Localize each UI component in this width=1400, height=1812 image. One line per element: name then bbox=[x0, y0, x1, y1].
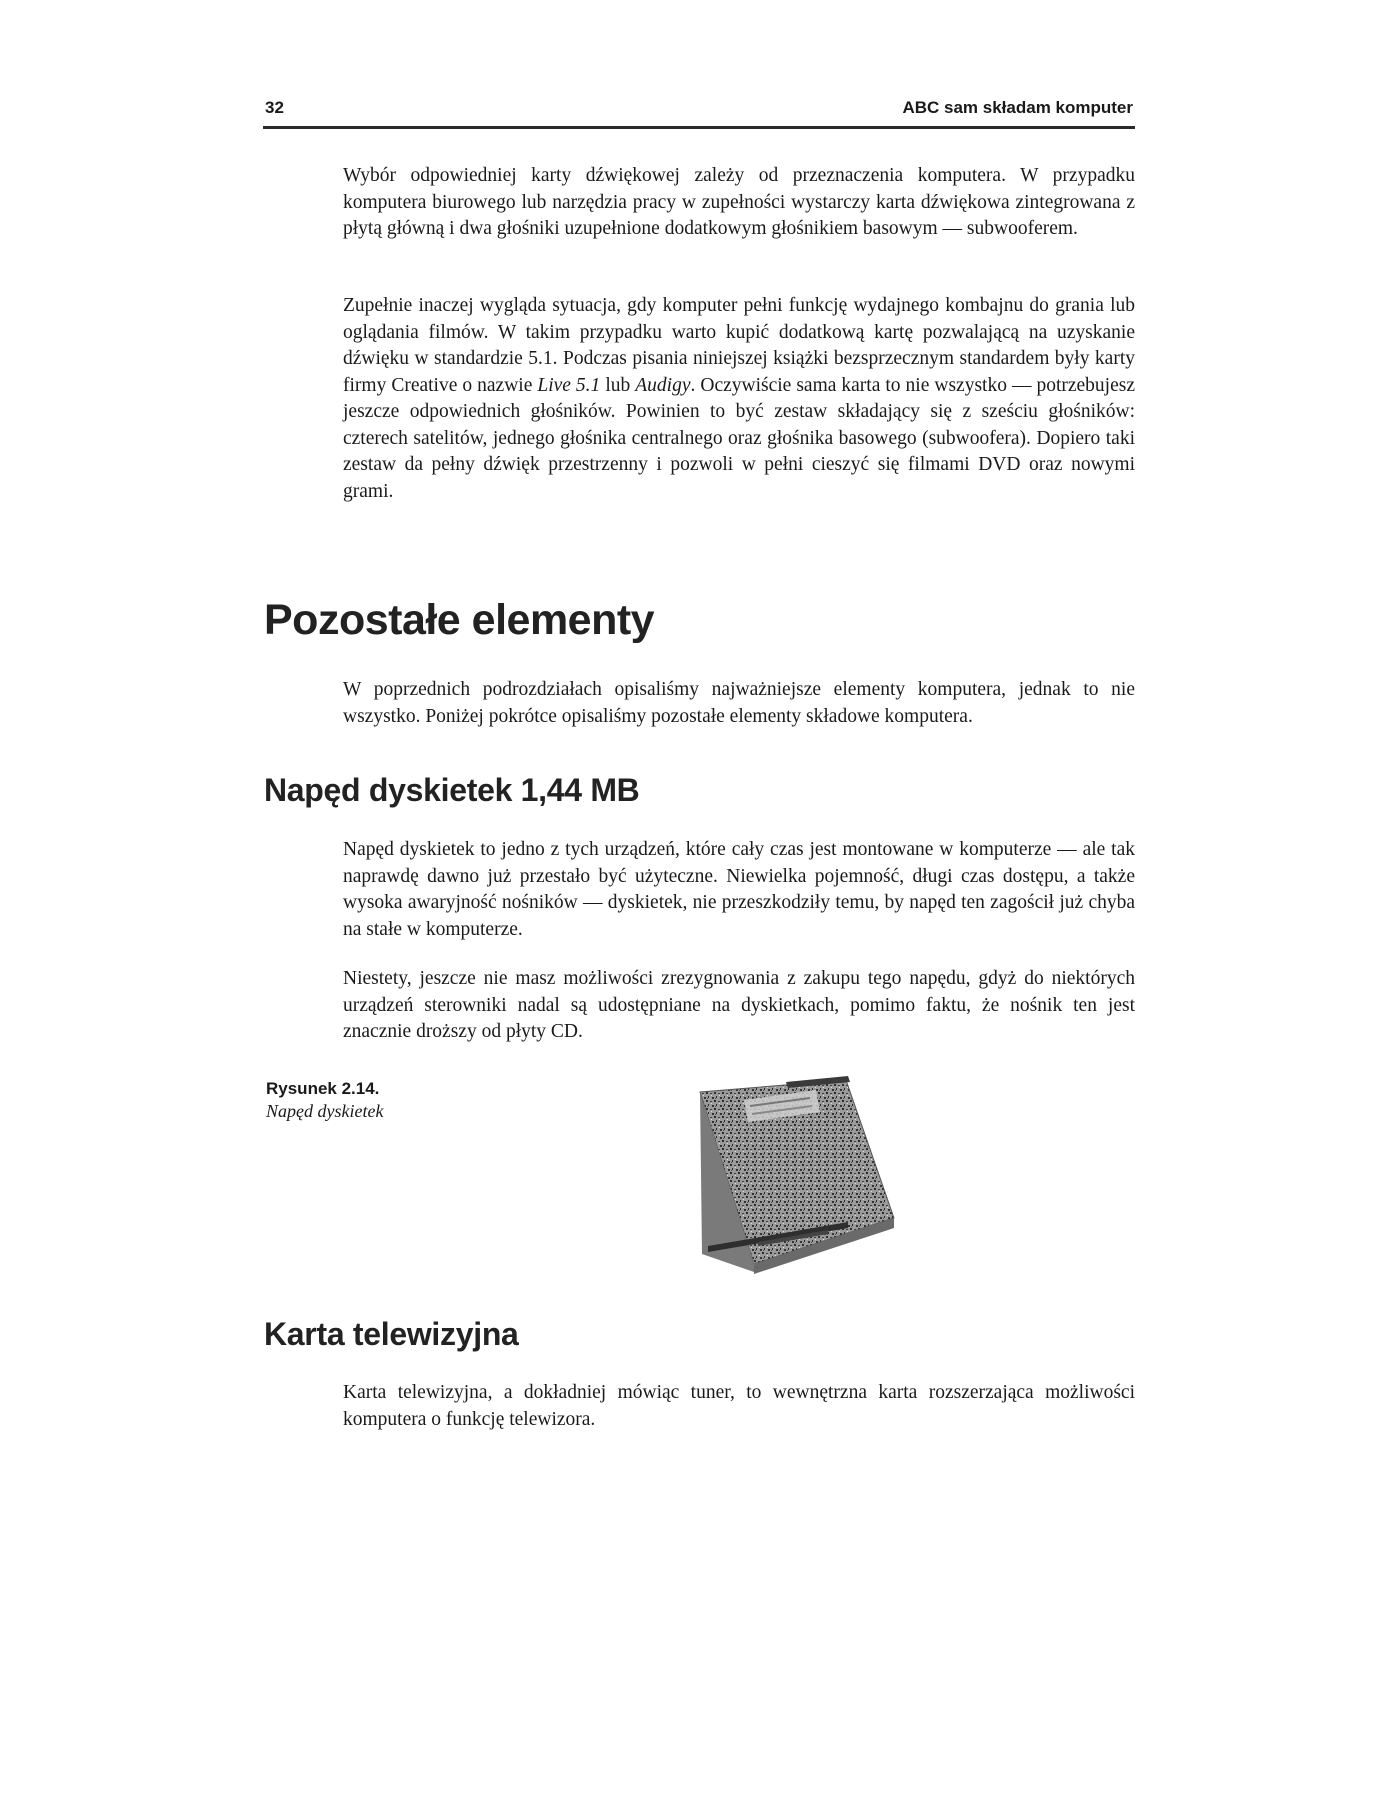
other-elements-intro: W poprzednich podrozdziałach opisaliśmy najważniejsze elementy komputera, jednak to nie wszystko. Poniżej pokrótce opisaliśmy pozostałe elementy składowe komputera. bbox=[343, 679, 1135, 727]
audigy-term: Audigy bbox=[635, 374, 691, 396]
floppy-paragraph-1: Napęd dyskietek to jedno z tych urządzeń, które cały czas jest montowane w komputerze — ale tak naprawdę dawno już przestało być użyteczne. Niewielka pojemność, długi czas dostępu, a także wysoka awaryjność nośników — dyskietek, nie przeszkodziły temu, by napęd ten zagościł już chyba na stałe w komputerze. bbox=[343, 839, 1135, 940]
subsection-heading-floppy: Napęd dyskietek 1,44 MB bbox=[264, 772, 640, 808]
figure-title: Napęd dyskietek bbox=[266, 1101, 384, 1121]
running-title: ABC sam składam komputer bbox=[902, 98, 1133, 117]
sound-paragraph-1: Wybór odpowiedniej karty dźwiękowej zależy od przeznaczenia komputera. W przypadku komputera biurowego lub narzędzia pracy w zupełności wystarczy karta dźwiękowa zintegrowana z płytą główną i dwa głośniki uzupełnione dodatkowym głośnikiem basowym — subwooferem. bbox=[343, 165, 1135, 239]
section-heading-other-elements: Pozostałe elementy bbox=[264, 596, 655, 644]
sound-paragraph-2 bbox=[343, 293, 1135, 505]
sound-paragraph-2-text-a: Zupełnie inaczej wygląda sytuacja, gdy komputer pełni funkcję wydajnego kombajnu do grania lub oglądania filmów. W takim przypadku warto kupić dodatkową kartę pozwalającą na uzyskanie dźwięku w standardzie 5.1. Podczas pisania niniejszej książki bezsprzecznym standardem były karty firmy Creative o nazwie bbox=[343, 295, 1135, 396]
floppy-paragraph-2: Niestety, jeszcze nie masz możliwości zrezygnowania z zakupu tego napędu, gdyż do niektórych urządzeń sterowniki nadal są udostępniane na dyskietkach, pomimo faktu, że nośnik ten jest znacznie droższy od płyty CD. bbox=[343, 968, 1135, 1042]
live-51-term: Live 5.1 bbox=[537, 374, 601, 396]
sound-paragraph-2-lub: lub bbox=[600, 374, 636, 396]
figure-caption bbox=[266, 1078, 466, 1122]
floppy-drive-icon bbox=[698, 1076, 898, 1276]
subsection-heading-tv-card: Karta telewizyjna bbox=[264, 1316, 519, 1352]
page-header bbox=[263, 96, 1135, 129]
sound-paragraph-2-text-b: . Oczywiście sama karta to nie wszystko — potrzebujesz jeszcze odpowiednich głośników. Powinien to być zestaw składający się z sześciu głośników: czterech satelitów, jednego głośnika centralnego oraz głośnika basowego (subwoofera). Dopiero taki zestaw da pełny dźwięk przestrzenny i pozwoli w pełni cieszyć się filmami DVD oraz nowymi grami. bbox=[343, 374, 1135, 502]
page-number: 32 bbox=[265, 98, 284, 117]
tv-card-paragraph-1: Karta telewizyjna, a dokładniej mówiąc tuner, to wewnętrzna karta rozszerzająca możliwości komputera o funkcję telewizora. bbox=[343, 1382, 1135, 1430]
figure-label: Rysunek 2.14. bbox=[266, 1079, 380, 1098]
